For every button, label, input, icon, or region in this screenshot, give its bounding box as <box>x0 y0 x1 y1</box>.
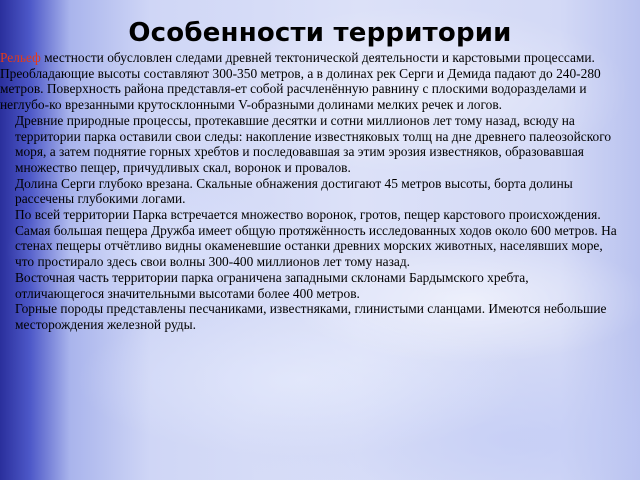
paragraph-karst: По всей территории Парка встречается множество воронок, гротов, пещер карстового происхождения. Самая большая пещера Дружба имеет общую протяжённость исследованных ходов около 600 метров. На стенах пещеры отчётливо видны окаменевшие останки древних морских животных, населявших море, что простирало здесь свои волны 300-400 миллионов лет тому назад. <box>15 207 617 270</box>
slide-title: Особенности территории <box>128 18 512 48</box>
paragraph-eastern-part: Восточная часть территории парка ограничена западными склонами Бардымского хребта, отличающегося значительными высотами более 400 метров. <box>15 269 529 301</box>
paragraph-serga-valley: Долина Серги глубоко врезана. Скальные обнажения достигают 45 метров высоты, борта долины рассечены глубокими логами. <box>15 175 573 207</box>
paragraph-rocks: Горные породы представлены песчаниками, известняками, глинистыми сланцами. Имеются небольшие месторождения железной руды. <box>15 301 607 332</box>
paragraph-relief <box>0 50 620 113</box>
paragraph-ancient-processes: Древние природные процессы, протекавшие десятки и сотни миллионов лет тому назад, всюду на территории парка оставили свои следы: накопление известняковых толщ на дне древнего палеозойского моря, а затем поднятие горных хребтов и последовавшая за этим эрозия известняков, образовавшая множество пещер, причудливых скал, воронок и провалов. <box>15 112 612 175</box>
slide-body <box>0 50 620 333</box>
paragraph-relief-text: местности обусловлен следами древней тектонической деятельности и карстовыми процессами. Преобладающие высоты составляют 300-350 метров, а в долинах рек Серги и Демида падают до 240-280 метров. Поверхность района представля-ет собой расчленённую равнину с плоскими водоразделами и неглубо-ко врезанными крутосклонными V-образными долинами мелких речек и логов. <box>0 50 601 113</box>
lead-word: Рельеф <box>0 50 41 65</box>
